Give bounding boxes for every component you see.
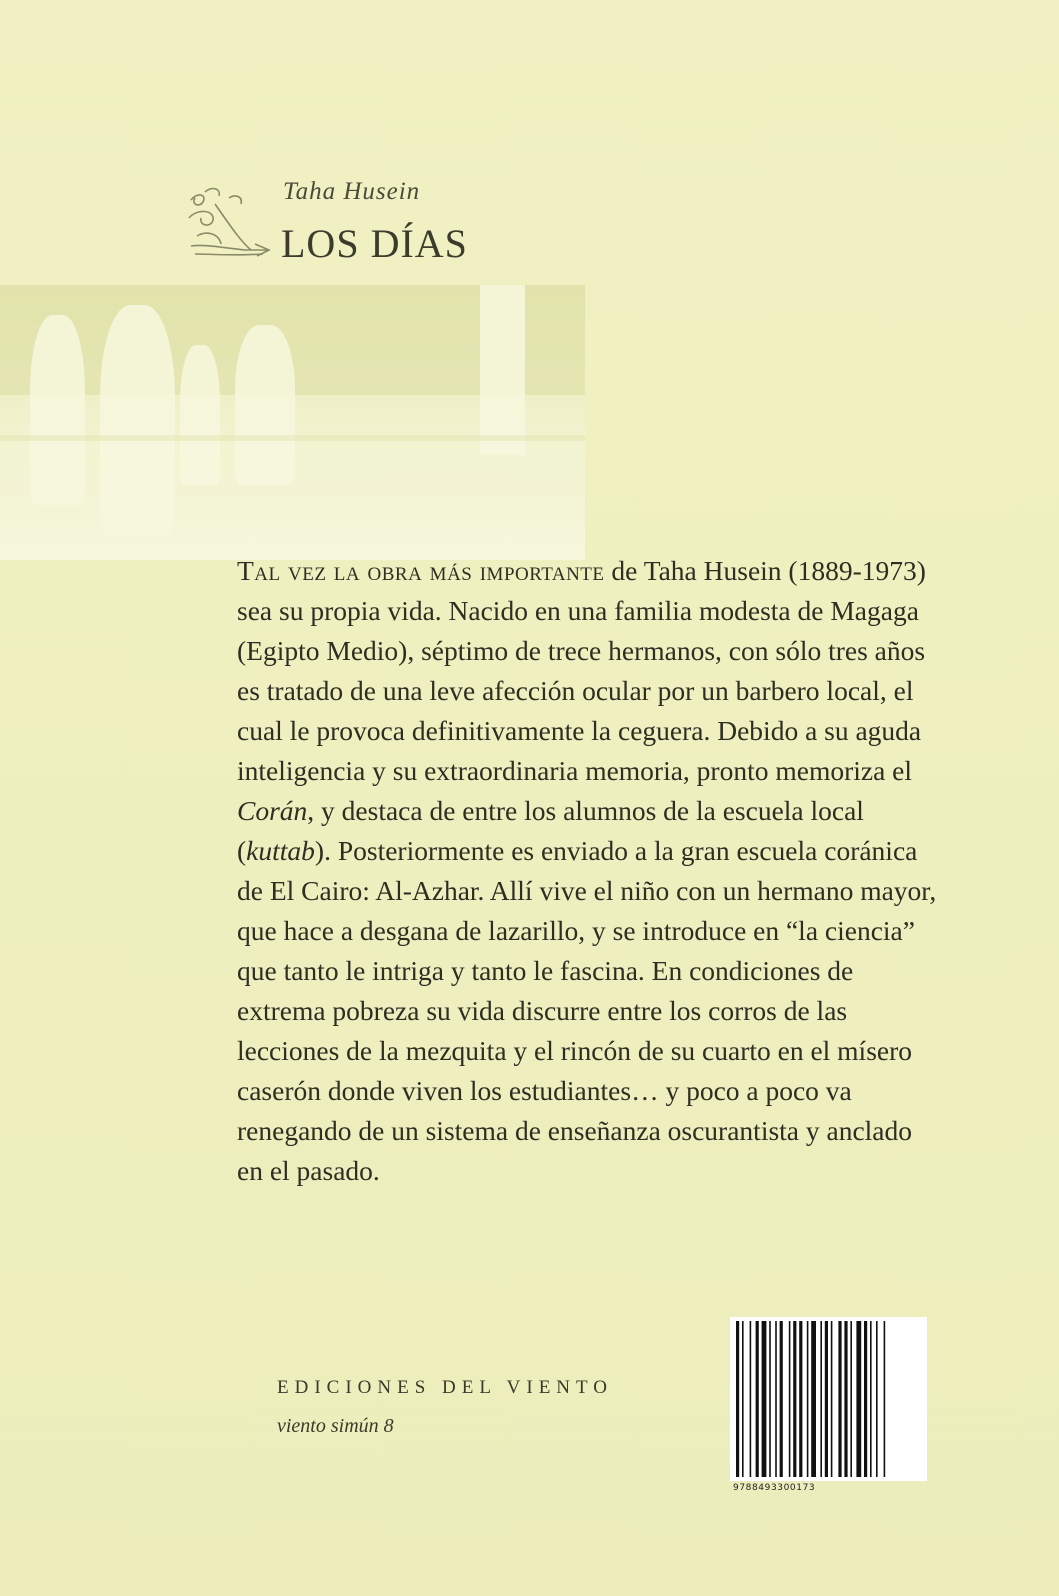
barcode-icon: [734, 1321, 923, 1477]
barcode-bar: [750, 1321, 752, 1477]
barcode: [730, 1317, 927, 1481]
barcode-bar: [838, 1321, 841, 1477]
synopsis-text: ). Posteriormente es enviado a la gran escuela coránica de El Cairo: Al-Azhar. Allí vive el niño con un hermano mayor, que hace a desgana de lazarillo, y se introduce en “la ciencia” que tanto le intriga y tanto le fascina. En condiciones de extrema pobreza su vida discurre entre los corros de las lecciones de la mezquita y el rincón de su cuarto en el mísero caserón donde viven los estudiantes… y poco a poco va renegando de un sistema de enseñanza oscurantista y anclado en el pasado.: [237, 835, 937, 1186]
barcode-bar: [780, 1321, 783, 1477]
publisher-name: EDICIONES DEL VIENTO: [277, 1377, 614, 1398]
barcode-bar: [811, 1321, 816, 1477]
barcode-bar: [762, 1321, 767, 1477]
barcode-bar: [870, 1321, 872, 1477]
barcode-bar: [850, 1321, 852, 1477]
barcode-bar: [864, 1321, 867, 1477]
barcode-bar: [825, 1321, 828, 1477]
barcode-bar: [807, 1321, 809, 1477]
barcode-bar: [831, 1321, 833, 1477]
barcode-bar: [844, 1321, 847, 1477]
floral-ornament-icon: [185, 184, 273, 264]
book-title: LOS DÍAS: [281, 221, 468, 266]
faded-photograph: [0, 285, 585, 560]
barcode-bar: [793, 1321, 796, 1477]
barcode-bar: [789, 1321, 791, 1477]
barcode-bar: [775, 1321, 777, 1477]
synopsis-text: de Taha Husein (1889-1973) sea su propia vida. Nacido en una familia modesta de Magaga (Egipto Medio), séptimo de trece hermanos, con sólo tres años es tratado de una leve afección ocular por un barbero local, el cual le provoca definitivamente la ceguera. Debido a su aguda inteligencia y su extraordinaria memoria, pronto memoriza el: [237, 555, 926, 786]
barcode-bar: [820, 1321, 822, 1477]
barcode-bar: [769, 1321, 771, 1477]
barcode-bar: [756, 1321, 759, 1477]
synopsis-italic: kuttab: [246, 835, 315, 866]
collection-name: viento simún 8: [277, 1415, 394, 1437]
isbn-number: 9788493300173: [733, 1483, 816, 1493]
synopsis-lead: Tal vez la obra más importante: [237, 555, 605, 586]
barcode-bar: [736, 1321, 739, 1477]
synopsis-text: , y destaca de entre los alumnos de la escuela local (: [237, 795, 864, 866]
barcode-bar: [742, 1321, 744, 1477]
author-name: Taha Husein: [283, 178, 421, 205]
barcode-bar: [884, 1321, 886, 1477]
barcode-bar: [876, 1321, 878, 1477]
barcode-bar: [856, 1321, 861, 1477]
synopsis-italic: Corán: [237, 795, 308, 826]
barcode-bar: [799, 1321, 802, 1477]
synopsis: [237, 551, 937, 1191]
